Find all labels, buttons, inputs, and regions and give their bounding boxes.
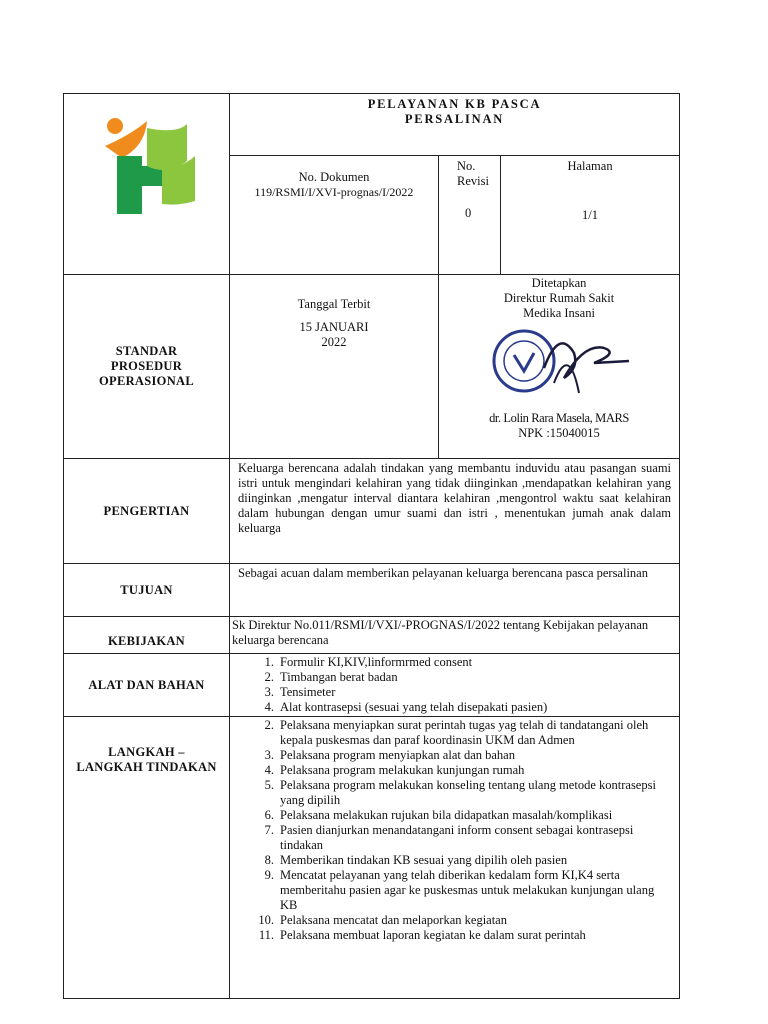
halaman-label: Halaman [567,159,613,173]
pengertian-label: PENGERTIAN [64,459,230,564]
tujuan-text: Sebagai acuan dalam memberikan pelayanan keluarga berencana pasca persalinan [230,564,680,617]
tanggal-terbit-value-2: 2022 [321,335,347,349]
langkah-label-2: LANGKAH TINDAKAN [76,760,217,774]
tanggal-terbit-label: Tanggal Terbit [297,297,371,311]
list-item: 9. Mencatat pelayanan yang telah diberikan kedalam form KI,K4 serta memberitahu pasien agar ke puskesmas untuk melakukan kunjungan ulang KB [264,868,655,912]
title-line-2: PERSALINAN [404,112,505,126]
alat-bahan-label: ALAT DAN BAHAN [64,654,230,717]
no-revisi-cell [439,156,501,275]
document-title [230,94,680,156]
langkah-label-cell [64,717,230,999]
alat-bahan-list [230,655,679,715]
list-item: 2. Timbangan berat badan [264,670,398,684]
list-item: 10. Pelaksana mencatat dan melaporkan kegiatan [258,913,507,927]
list-item: 4. Pelaksana program melakukan kunjungan rumah [264,763,525,777]
sop-label: STANDAR PROSEDUR OPERASIONAL [99,344,194,388]
langkah-label-1: LANGKAH – [108,745,185,759]
halaman-cell [501,156,680,275]
tujuan-label: TUJUAN [64,564,230,617]
kebijakan-label: KEBIJAKAN [64,617,230,654]
ditetapkan-line-3: Medika Insani [523,306,595,320]
langkah-list [230,718,679,943]
ditetapkan-line-2: Direktur Rumah Sakit [503,291,615,305]
title-line-1: PELAYANAN KB PASCA [367,97,542,111]
list-item: 3. Pelaksana program menyiapkan alat dan bahan [264,748,515,762]
list-item: 5. Pelaksana program melakukan konseling tentang ulang metode kontrasepsi yang dipilih [264,778,656,807]
alat-bahan-cell [230,654,680,717]
no-revisi-label: No. Revisi [457,159,489,188]
list-item: 3. Tensimeter [264,685,336,699]
list-item: 8. Memberikan tindakan KB sesuai yang dipilih oleh pasien [264,853,568,867]
kebijakan-text: Sk Direktur No.011/RSMI/I/VXI/-PROGNAS/I/2022 tentang Kebijakan pelayanan keluarga berencana [230,617,680,654]
list-item: 11. Pelaksana membuat laporan kegiatan ke dalam surat perintah [258,928,586,942]
no-revisi-value: 0 [465,206,472,220]
list-item: 7. Pasien dianjurkan menandatangani inform consent sebagai kontrasepsi tindakan [264,823,634,852]
list-item: 2. Pelaksana menyiapkan surat perintah tugas yag telah di tandatangani oleh kepala puskesmas dan paraf koordinasin UKM dan Admen [264,718,649,747]
stamp-signature-icon [484,323,634,399]
director-name: dr. Lolin Rara Masela, MARS [489,411,629,425]
no-dokumen-cell [230,156,439,275]
no-dokumen-label: No. Dokumen [298,170,370,184]
hospital-logo-icon [87,106,207,226]
tanggal-terbit-value-1: 15 JANUARI [299,320,369,334]
list-item: 4. Alat kontrasepsi (sesuai yang telah disepakati pasien) [264,700,548,714]
sop-label-cell [64,275,230,459]
no-dokumen-value: 119/RSMI/I/XVI-prognas/I/2022 [254,185,414,199]
list-item: 1. Formulir KI,KIV,linformrmed consent [264,655,473,669]
halaman-value: 1/1 [582,208,598,222]
pengertian-text: Keluarga berencana adalah tindakan yang membantu induvidu atau pasangan suami istri untuk mengindari kelahiran yang tidak diinginkan ,mendapatkan kelahiran yang diinginkan ,mengatur interval diantara kelahiran ,mengontrol waktu saat kelahiran dalam hubungan dengan umur suami dan istri , menentukan jumah anak dalam keluarga [230,459,680,564]
logo-lime-wing [147,124,187,170]
ditetapkan-cell [439,275,680,459]
langkah-cell [230,717,680,999]
ditetapkan-line-1: Ditetapkan [531,276,587,290]
list-item: 6. Pelaksana melakukan rujukan bila didapatkan masalah/komplikasi [264,808,613,822]
logo-orange-dot [107,118,123,134]
director-npk: NPK :15040015 [518,426,600,440]
sop-document-table [63,93,680,999]
hospital-logo-cell [64,94,230,275]
tanggal-terbit-cell [230,275,439,459]
